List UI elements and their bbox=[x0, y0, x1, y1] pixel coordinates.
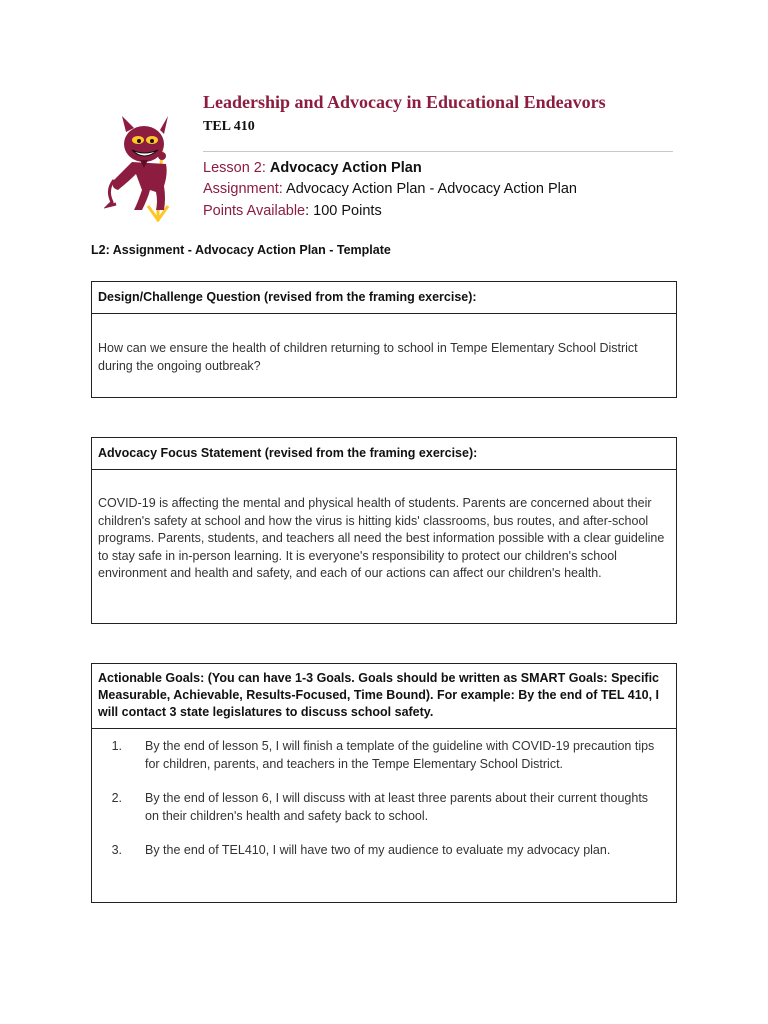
design-question-body: How can we ensure the health of children returning to school in Tempe Elementary School District during the ongoing outbreak? bbox=[98, 341, 638, 373]
goal-number: 3. bbox=[111, 843, 122, 858]
design-question-heading: Design/Challenge Question (revised from the framing exercise): bbox=[92, 282, 676, 314]
assignment-label: Assignment: bbox=[203, 181, 283, 197]
lesson-line bbox=[203, 160, 422, 176]
points-line bbox=[203, 203, 382, 219]
focus-statement-box bbox=[91, 437, 677, 624]
goal-number: 1. bbox=[111, 739, 122, 753]
goal-item bbox=[94, 738, 656, 773]
focus-statement-body: COVID-19 is affecting the mental and physical health of students. Parents are concerned about their children's safety at school and how the virus is hitting kids' classrooms, bus routes, and after-school programs. Parents, students, and teachers all need the best information possible with a clear guideline to stay safe in in-person learning. It is everyone's responsibility to protect our children's school environment and health and safety, and each of our actions can affect our children's health. bbox=[98, 496, 665, 581]
points-value: : 100 Points bbox=[305, 203, 382, 219]
assignment-value: Advocacy Action Plan - Advocacy Action Plan bbox=[286, 181, 578, 197]
template-title: L2: Assignment - Advocacy Action Plan - Template bbox=[91, 243, 391, 257]
assignment-line bbox=[203, 181, 577, 197]
points-label: Points Available bbox=[203, 203, 306, 219]
goal-text: By the end of lesson 5, I will finish a template of the guideline with COVID-19 precaution tips for children, parents, and teachers in the Tempe Elementary School District. bbox=[145, 739, 655, 771]
course-title: Leadership and Advocacy in Educational Endeavors bbox=[203, 92, 606, 112]
focus-statement-heading: Advocacy Focus Statement (revised from the framing exercise): bbox=[92, 438, 676, 470]
goals-list bbox=[94, 738, 656, 860]
goals-box bbox=[91, 663, 677, 903]
goals-heading: Actionable Goals: (You can have 1-3 Goals. Goals should be written as SMART Goals: Specific Measurable, Achievable, Results-Focused, Time Bound). For example: By the end of TEL 410, I will contact 3 state legislatures to discuss school safety. bbox=[92, 664, 676, 729]
goal-item bbox=[94, 790, 656, 825]
goal-text: By the end of TEL410, I will have two of my audience to evaluate my advocacy plan. bbox=[145, 843, 611, 858]
goals-body bbox=[92, 729, 676, 860]
goal-number: 2. bbox=[111, 791, 122, 806]
header-divider bbox=[203, 151, 673, 152]
lesson-value: Advocacy Action Plan bbox=[269, 160, 422, 176]
sun-devil-mascot-icon bbox=[104, 110, 186, 222]
design-question-box bbox=[91, 281, 677, 398]
goal-text: By the end of lesson 6, I will discuss with at least three parents about their current thoughts on their children's health and safety back to school. bbox=[145, 791, 649, 823]
lesson-label: Lesson 2: bbox=[203, 160, 266, 176]
goal-item bbox=[94, 842, 656, 860]
course-code: TEL 410 bbox=[203, 119, 255, 134]
